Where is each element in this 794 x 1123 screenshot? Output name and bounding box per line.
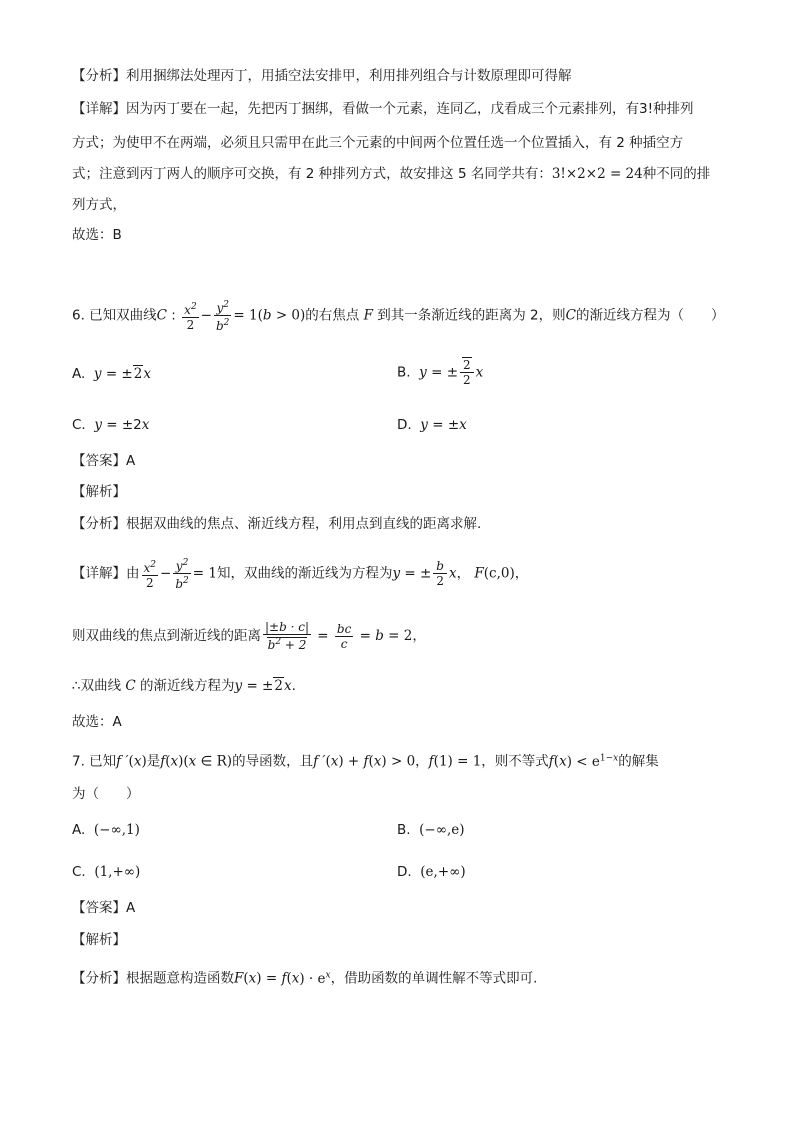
q6-option-b[interactable]: B. y = ± $\frac{2}{2}$ x (397, 358, 484, 387)
q7-option-c[interactable]: C. (1,+∞) (72, 864, 141, 880)
q6-detail: 【详解】由 $\frac{x^2}{2}$ − $\frac{y^2}{b^2}$ = 1知，双曲线的渐近线为方程为y = ± $\frac{b}{2}$ x， F(c,0)， (72, 558, 529, 591)
q7-stem-line1: 7. 已知f ′(x)是f(x)(x ∈ R)的导函数，且f ′(x) + f(x) > 0，f(1) = 1，则不等式$f(x) < e^{1-x}$的解集 (72, 753, 659, 770)
q6-therefore: ∴双曲线 C 的渐近线方程为y = ±2x. (72, 678, 296, 694)
q7-option-d[interactable]: D. (e,+∞) (397, 864, 466, 880)
q6-option-c[interactable]: C. y = ±2x (72, 417, 150, 433)
q6-answer: 【答案】A (72, 453, 136, 469)
q5-analysis: 【分析】利用捆绑法处理丙丁，用插空法安排甲，利用排列组合与计数原理即可得解 (72, 68, 572, 84)
q6-jiexi: 【解析】 (72, 484, 126, 500)
q7-jiexi: 【解析】 (72, 932, 126, 948)
q7-option-b[interactable]: B. (−∞,e) (397, 822, 465, 838)
q6-option-a[interactable]: A. y = ±2x (72, 366, 151, 382)
q5-detail-line4: 列方式， (72, 197, 126, 213)
q6-analysis: 【分析】根据双曲线的焦点、渐近线方程，利用点到直线的距离求解. (72, 516, 482, 532)
q7-analysis: 【分析】根据题意构造函数$F(x) = f(x) \cdot e^x$，借助函数的单调性解不等式即可. (72, 970, 538, 987)
q6-distance: 则双曲线的焦点到渐近线的距离 $\frac{|\pm b \cdot c|}{b^2 + 2}$ = $\frac{bc}{c}$ = b = 2， (72, 620, 426, 652)
q5-count-formula: 3!×2×2 = 24 (551, 166, 643, 182)
q5-detail-line1: 【详解】因为丙丁要在一起，先把丙丁捆绑，看做一个元素，连同乙，戊看成三个元素排列，有3!种排列 (72, 101, 694, 117)
q5-choice: 故选：B (72, 227, 122, 243)
q5-detail-line3: 式；注意到丙丁两人的顺序可交换，有 2 种排列方式，故安排这 5 名同学共有：3!×2×2 = 24种不同的排 (72, 166, 711, 182)
q6-option-d[interactable]: D. y = ±x (397, 417, 467, 433)
q5-detail-line2: 方式；为使甲不在两端，必须且只需甲在此三个元素的中间两个位置任选一个位置插入，有 2 种插空方 (72, 135, 684, 151)
q6-stem: 6. 已知双曲线C : $\frac{x^2}{2}$ − $\frac{y^2}{b^2}$ = 1(b > 0)的右焦点 F 到其一条渐近线的距离为 2，则C的渐近线方程为（ ） (72, 300, 725, 333)
q6-choice: 故选：A (72, 714, 122, 730)
q7-stem-line2: 为（ ） (72, 786, 140, 802)
q7-option-a[interactable]: A. (−∞,1) (72, 822, 140, 838)
q7-answer: 【答案】A (72, 900, 136, 916)
